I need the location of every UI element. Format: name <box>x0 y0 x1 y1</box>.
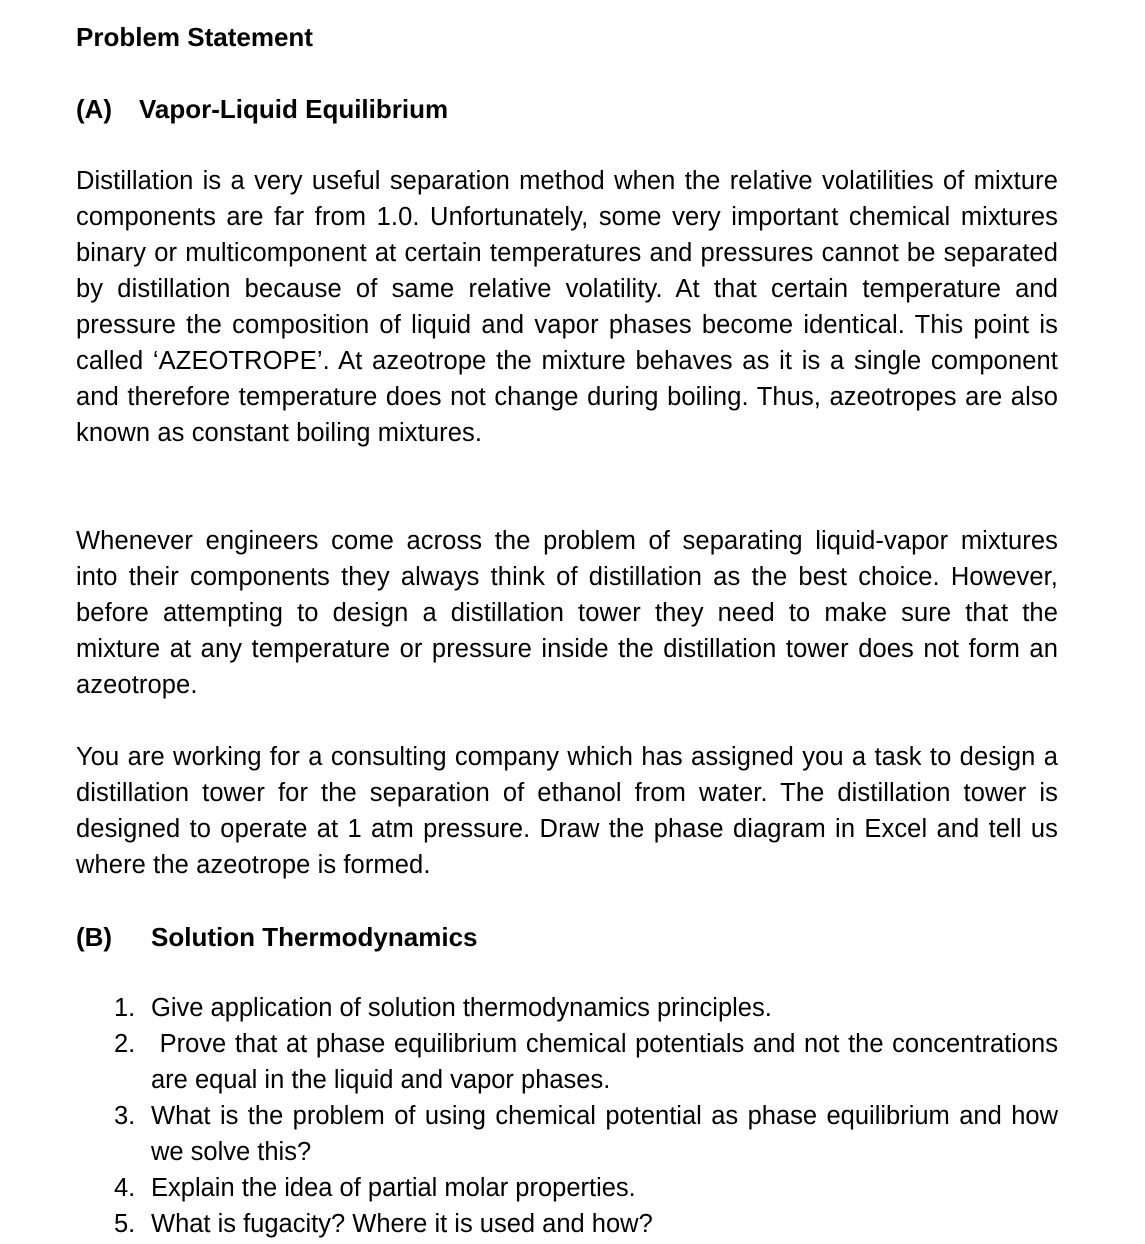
section-a-title: Vapor-Liquid Equilibrium <box>139 94 449 124</box>
list-item-number: 1. <box>114 994 136 1022</box>
questions-list <box>114 990 1066 1242</box>
paragraph-task: You are working for a consulting company which has assigned you a task to design a distillation tower for the separation of ethanol from water. The distillation tower is designed to operate at 1 atm pressure. Draw the phase diagram in Excel and tell us where the azeotrope is formed. <box>76 743 1058 879</box>
section-b-label: (B) <box>76 922 113 952</box>
section-b-title: Solution Thermodynamics <box>151 922 478 952</box>
list-item-number: 3. <box>114 1102 136 1130</box>
list-item <box>114 1026 1066 1098</box>
page-title: Problem Statement <box>76 22 313 52</box>
list-item-text: What is fugacity? Where it is used and how? <box>151 1210 653 1238</box>
list-item <box>114 1170 1058 1206</box>
list-item <box>114 1206 1058 1242</box>
list-item <box>114 990 1058 1026</box>
list-item-text: What is the problem of using chemical potential as phase equilibrium and how we solve this? <box>151 1102 1058 1166</box>
list-item-number: 2. <box>114 1030 136 1058</box>
list-item-text: Give application of solution thermodynamics principles. <box>151 994 772 1022</box>
paragraph-engineers: Whenever engineers come across the problem of separating liquid-vapor mixtures into their components they always think of distillation as the best choice. However, before attempting to design a distillation tower they need to make sure that the mixture at any temperature or pressure inside the distillation tower does not form an azeotrope. <box>76 527 1058 699</box>
list-item-number: 4. <box>114 1174 136 1202</box>
list-item <box>114 1098 1058 1170</box>
section-a-heading <box>76 91 448 127</box>
section-a-label: (A) <box>76 94 113 124</box>
list-item-text: Prove that at phase equilibrium chemical potentials and not the concentrations are equal in the liquid and vapor phases. <box>151 1030 1066 1094</box>
paragraph-azeotrope-intro: Distillation is a very useful separation method when the relative volatilities of mixture components are far from 1.0. Unfortunately, some very important chemical mixtures binary or multicomponent at certain temperatures and pressures cannot be separated by distillation because of same relative volatility. At that certain temperature and pressure the composition of liquid and vapor phases become identical. This point is called ‘AZEOTROPE’. At azeotrope the mixture behaves as it is a single component and therefore temperature does not change during boiling. Thus, azeotropes are also known as constant boiling mixtures. <box>76 167 1058 447</box>
section-b-heading <box>76 919 478 955</box>
list-item-number: 5. <box>114 1210 136 1238</box>
list-item-text: Explain the idea of partial molar properties. <box>151 1174 636 1202</box>
